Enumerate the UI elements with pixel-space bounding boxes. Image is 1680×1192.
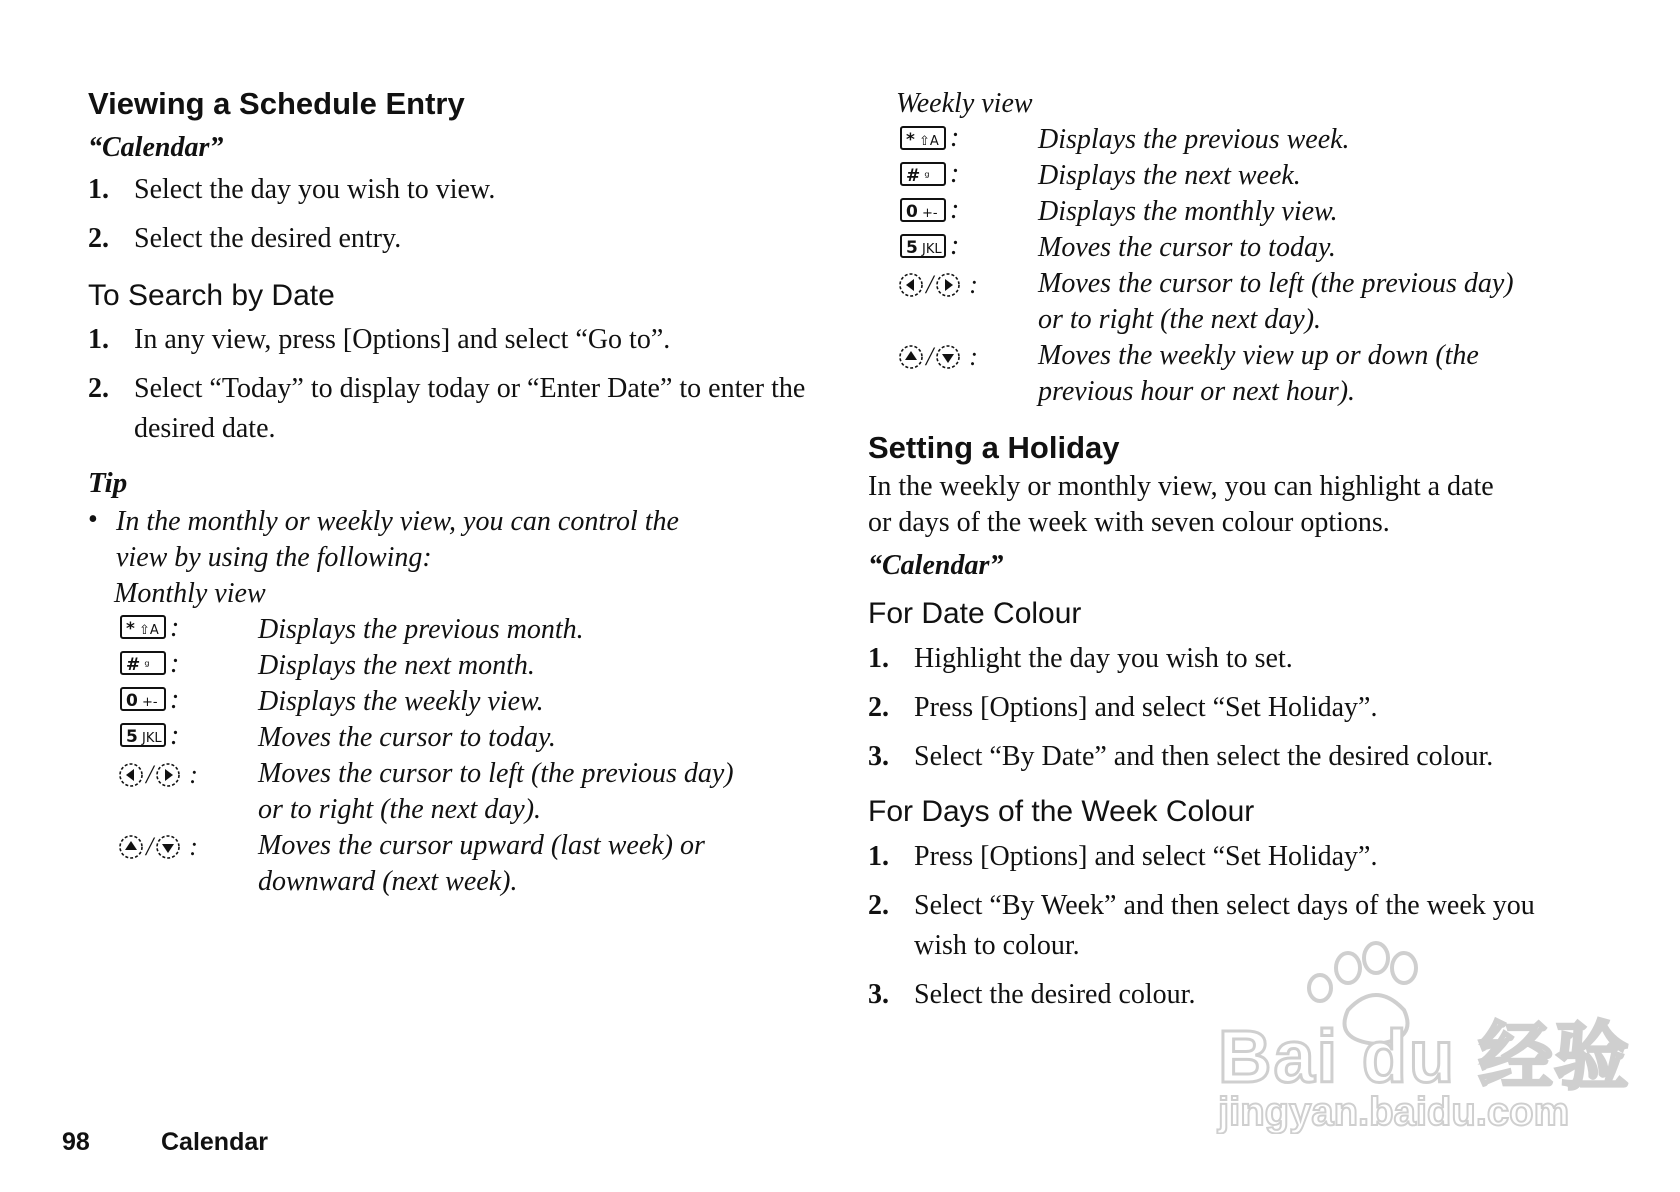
colon: : xyxy=(170,684,180,715)
tip-label: Tip xyxy=(88,467,128,499)
key-description: Moves the cursor to today. xyxy=(258,722,556,753)
step-text: Select “Today” to display today or “Enter Date” to enter the desired date. xyxy=(134,373,806,444)
step-number: 2. xyxy=(88,373,109,404)
step-number: 2. xyxy=(868,692,889,723)
key-description: Moves the cursor to left (the previous day) xyxy=(1038,268,1514,299)
up-down-nav-keys: / : xyxy=(898,342,980,372)
key-description: or to right (the next day). xyxy=(1038,304,1322,335)
step-text: In any view, press [Options] and select “Go to”. xyxy=(134,324,671,355)
footer-section-title: Calendar xyxy=(161,1128,268,1156)
colon: : xyxy=(950,230,960,261)
step-number: 2. xyxy=(868,890,889,921)
colon: : xyxy=(950,194,960,225)
tip-text-line: view by using the following: xyxy=(116,542,432,573)
colon: : xyxy=(170,648,180,679)
key-description: Moves the cursor to today. xyxy=(1038,232,1336,263)
step-number: 1. xyxy=(88,174,109,205)
star-key-icon: * ⇧A xyxy=(120,615,166,639)
right-arrow-key-icon xyxy=(935,272,961,298)
up-arrow-key-icon xyxy=(898,344,924,370)
left-arrow-key-icon xyxy=(898,272,924,298)
step-text: Select “By Week” and then select days of the week you wish to colour. xyxy=(914,890,1535,961)
monthly-view-label: Monthly view xyxy=(114,578,266,609)
key-description: previous hour or next hour). xyxy=(1038,376,1356,407)
key-description: Displays the previous month. xyxy=(258,614,584,645)
step-number: 3. xyxy=(868,741,889,772)
step-text: Select the desired entry. xyxy=(134,223,402,254)
up-down-nav-keys: / : xyxy=(118,832,200,862)
step-number: 3. xyxy=(868,979,889,1010)
five-key-icon: 5 JKL xyxy=(900,234,946,258)
hash-key-icon: # ᵍ xyxy=(900,162,946,186)
down-arrow-key-icon xyxy=(935,344,961,370)
step-number: 2. xyxy=(88,223,109,254)
key-description: Moves the cursor to left (the previous day) xyxy=(258,758,734,789)
colon: : xyxy=(170,612,180,643)
up-arrow-key-icon xyxy=(118,834,144,860)
step-text: Highlight the day you wish to set. xyxy=(914,643,1293,674)
left-right-nav-keys: / : xyxy=(118,760,200,790)
weekly-view-label: Weekly view xyxy=(896,88,1033,119)
right-arrow-key-icon xyxy=(155,762,181,788)
five-key-icon: 5 JKL xyxy=(120,723,166,747)
key-description: Displays the monthly view. xyxy=(1038,196,1338,227)
step-number: 1. xyxy=(868,643,889,674)
down-arrow-key-icon xyxy=(155,834,181,860)
step-number: 1. xyxy=(868,841,889,872)
zero-key-icon: 0 +- xyxy=(900,198,946,222)
step-text: Select the day you wish to view. xyxy=(134,174,496,205)
section-heading-search: To Search by Date xyxy=(88,279,335,312)
key-description: Displays the previous week. xyxy=(1038,124,1350,155)
key-description: Moves the cursor upward (last week) or xyxy=(258,830,705,861)
section-heading-date-colour: For Date Colour xyxy=(868,597,1082,630)
zero-key-icon: 0 +- xyxy=(120,687,166,711)
intro-text-line: or days of the week with seven colour options. xyxy=(868,507,1390,538)
star-key-icon: * ⇧A xyxy=(900,126,946,150)
key-description: Displays the weekly view. xyxy=(258,686,544,717)
menu-path-calendar: “Calendar” xyxy=(868,550,1004,581)
left-arrow-key-icon xyxy=(118,762,144,788)
step-text: Press [Options] and select “Set Holiday”. xyxy=(914,692,1378,723)
watermark-brand: Bai du 经验 xyxy=(1218,1015,1631,1098)
colon: : xyxy=(170,720,180,751)
colon: : xyxy=(950,122,960,153)
hash-key-icon: # ᵍ xyxy=(120,651,166,675)
key-description: Displays the next month. xyxy=(258,650,535,681)
key-description: downward (next week). xyxy=(258,866,518,897)
section-heading-viewing: Viewing a Schedule Entry xyxy=(88,86,465,121)
intro-text-line: In the weekly or monthly view, you can highlight a date xyxy=(868,471,1494,502)
left-right-nav-keys: / : xyxy=(898,270,980,300)
section-heading-holiday: Setting a Holiday xyxy=(868,430,1120,465)
key-description: Moves the weekly view up or down (the xyxy=(1038,340,1479,371)
step-number: 1. xyxy=(88,324,109,355)
watermark-url: jingyan.baidu.com xyxy=(1218,1090,1570,1134)
step-text: Press [Options] and select “Set Holiday”. xyxy=(914,841,1378,872)
section-heading-week-colour: For Days of the Week Colour xyxy=(868,795,1255,828)
page-number: 98 xyxy=(62,1128,90,1156)
step-text: Select the desired colour. xyxy=(914,979,1196,1010)
key-description: or to right (the next day). xyxy=(258,794,542,825)
key-description: Displays the next week. xyxy=(1038,160,1301,191)
bullet: • xyxy=(88,504,98,535)
tip-text-line: In the monthly or weekly view, you can control the xyxy=(116,506,679,537)
step-text: Select “By Date” and then select the desired colour. xyxy=(914,741,1494,772)
menu-path-calendar: “Calendar” xyxy=(88,132,224,163)
colon: : xyxy=(950,158,960,189)
baidu-watermark-logo xyxy=(1198,940,1631,1140)
